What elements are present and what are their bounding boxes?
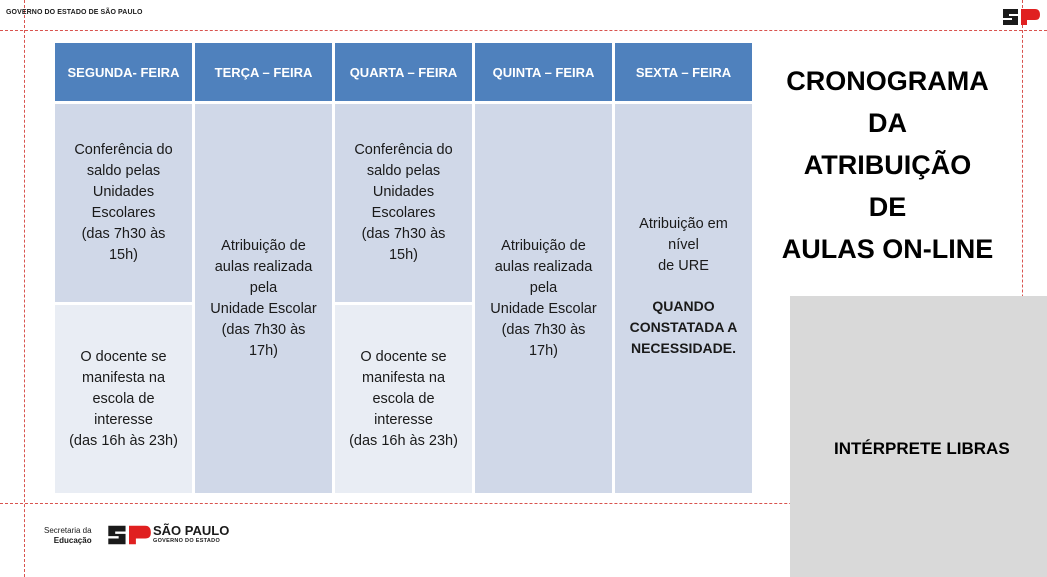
monday-top-line: saldo pelas <box>86 163 161 179</box>
tuesday-cell <box>195 104 332 493</box>
thursday-cell <box>475 104 612 493</box>
footer-sp-logo-icon <box>106 523 152 547</box>
government-label: GOVERNO DO ESTADO DE SÃO PAULO <box>6 9 143 16</box>
thursday-line: pela <box>529 279 558 296</box>
thursday-line: (das 7h30 às <box>501 321 586 338</box>
wednesday-top-line: saldo pelas <box>366 163 441 179</box>
thursday-line: Atribuição de <box>501 237 586 254</box>
footer-sp-title: SÃO PAULO <box>153 523 230 538</box>
guide-line-top <box>0 30 1047 31</box>
day-header-thursday: QUINTA – FEIRA <box>475 43 612 101</box>
friday-line: nível <box>668 237 699 253</box>
thursday-line: Unidade Escolar <box>490 300 597 317</box>
secretaria-line: Secretaria da <box>44 526 92 535</box>
friday-line: Atribuição em <box>639 216 728 232</box>
wednesday-top-line: 15h) <box>388 247 419 263</box>
day-header-monday: SEGUNDA- FEIRA <box>55 43 192 101</box>
day-header-friday: SEXTA – FEIRA <box>615 43 752 101</box>
tuesday-line: Atribuição de <box>221 237 306 254</box>
footer-sp-wordmark <box>153 523 229 545</box>
monday-bottom-line: escola de <box>92 390 155 407</box>
friday-line: de URE <box>658 258 709 274</box>
friday-cell <box>615 104 752 493</box>
monday-top-line: Unidades <box>92 184 155 200</box>
monday-top-line: (das 7h30 às <box>81 226 166 242</box>
friday-emphasis-line: NECESSIDADE. <box>630 340 737 356</box>
day-header-wednesday: QUARTA – FEIRA <box>335 43 472 101</box>
monday-bottom-line: O docente se <box>80 348 167 365</box>
wednesday-top-line: Escolares <box>371 205 436 221</box>
monday-bottom-line: interesse <box>94 411 153 428</box>
title-line: CRONOGRAMA <box>786 66 989 96</box>
wednesday-bottom-line: (das 16h às 23h) <box>349 432 458 449</box>
tuesday-line: 17h) <box>248 342 279 359</box>
libras-interpreter-area <box>790 296 1047 577</box>
tuesday-line: (das 7h30 às <box>221 321 306 338</box>
schedule-table <box>52 40 755 496</box>
libras-label: INTÉRPRETE LIBRAS <box>834 439 1010 458</box>
tuesday-line: pela <box>249 279 278 296</box>
monday-evening-cell <box>55 305 192 493</box>
thursday-line: 17h) <box>528 342 559 359</box>
wednesday-evening-cell <box>335 305 472 493</box>
page-title <box>765 60 1010 270</box>
secretaria-line: Educação <box>53 536 92 545</box>
monday-top-line: Conferência do <box>74 142 173 158</box>
title-line: DA <box>868 108 907 138</box>
title-line: ATRIBUIÇÃO <box>803 150 972 180</box>
sp-logo-icon <box>1001 7 1041 27</box>
wednesday-morning-cell <box>335 104 472 302</box>
wednesday-bottom-line: O docente se <box>360 348 447 365</box>
title-line: DE <box>868 192 907 222</box>
guide-line-left <box>24 0 25 577</box>
thursday-line: aulas realizada <box>494 258 593 275</box>
wednesday-top-line: (das 7h30 às <box>361 226 446 242</box>
monday-morning-cell <box>55 104 192 302</box>
monday-bottom-line: manifesta na <box>81 369 166 386</box>
friday-spacer <box>623 277 744 296</box>
wednesday-top-line: Unidades <box>372 184 435 200</box>
day-header-tuesday: TERÇA – FEIRA <box>195 43 332 101</box>
title-line: AULAS ON-LINE <box>781 234 994 264</box>
wednesday-bottom-line: interesse <box>374 411 433 428</box>
friday-emphasis-line: CONSTATADA A <box>629 319 738 335</box>
wednesday-top-line: Conferência do <box>354 142 453 158</box>
monday-top-line: Escolares <box>91 205 156 221</box>
footer-sp-subtitle: GOVERNO DO ESTADO <box>153 538 221 544</box>
schedule-header-row <box>55 43 752 101</box>
wednesday-bottom-line: escola de <box>372 390 435 407</box>
secretaria-label <box>44 526 92 546</box>
tuesday-line: aulas realizada <box>214 258 313 275</box>
monday-top-line: 15h) <box>108 247 139 263</box>
wednesday-bottom-line: manifesta na <box>361 369 446 386</box>
tuesday-line: Unidade Escolar <box>210 300 317 317</box>
monday-bottom-line: (das 16h às 23h) <box>69 432 178 449</box>
friday-emphasis-line: QUANDO <box>652 298 715 314</box>
